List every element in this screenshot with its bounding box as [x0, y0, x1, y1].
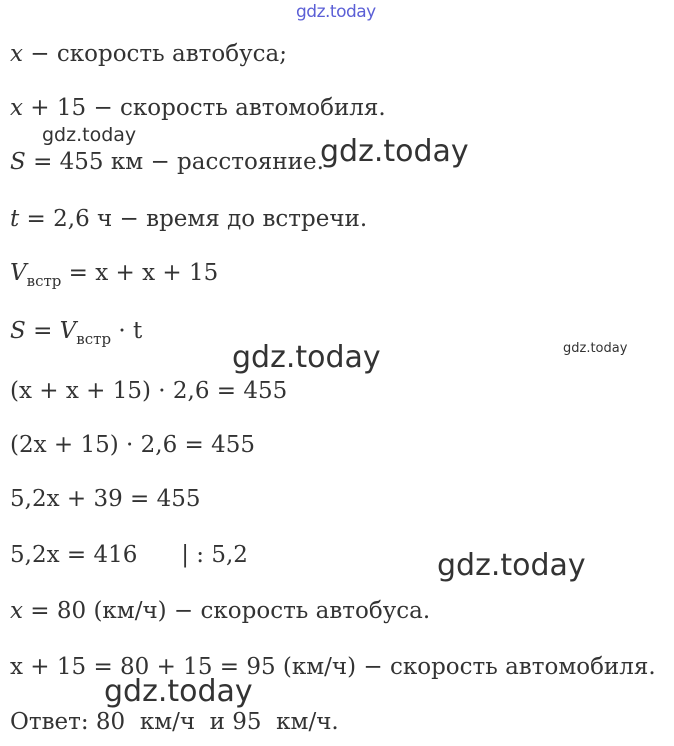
solution-line-1: x − скорость автобуса; — [10, 41, 287, 67]
solution-line-5: $V_{встр} = x + x + 15$ — [10, 260, 219, 290]
solution-line-7: (x + x + 15) · 2,6 = 455 — [10, 378, 288, 404]
watermark-big-2: gdz.today — [232, 340, 381, 375]
watermark-big-3: gdz.today — [437, 548, 586, 583]
solution-line-8: (2x + 15) · 2,6 = 455 — [10, 432, 256, 458]
answer-line: Ответ: 80 км/ч и 95 км/ч. — [10, 709, 339, 735]
watermark-big-1: gdz.today — [320, 134, 469, 169]
solution-line-3: S = 455 км − расстояние. — [10, 149, 324, 175]
solution-line-10: 5,2x = 416 | : 5,2 — [10, 542, 248, 568]
solution-line-9: 5,2x + 39 = 455 — [10, 486, 201, 512]
solution-line-4: t = 2,6 ч − время до встречи. — [10, 206, 368, 232]
solution-line-2: x + 15 − скорость автомобиля. — [10, 95, 386, 121]
solution-line-6: $S = V_{встр} \cdot t$ — [10, 318, 143, 348]
watermark-small: gdz.today — [42, 124, 137, 146]
solution-line-12: x + 15 = 80 + 15 = 95 (км/ч) − скорость автомобиля. — [10, 654, 656, 680]
watermark-big-4: gdz.today — [104, 674, 253, 709]
solution-line-11: x = 80 (км/ч) − скорость автобуса. — [10, 598, 431, 624]
watermark-xsmall: gdz.today — [563, 341, 628, 356]
watermark-top: gdz.today — [296, 2, 376, 22]
